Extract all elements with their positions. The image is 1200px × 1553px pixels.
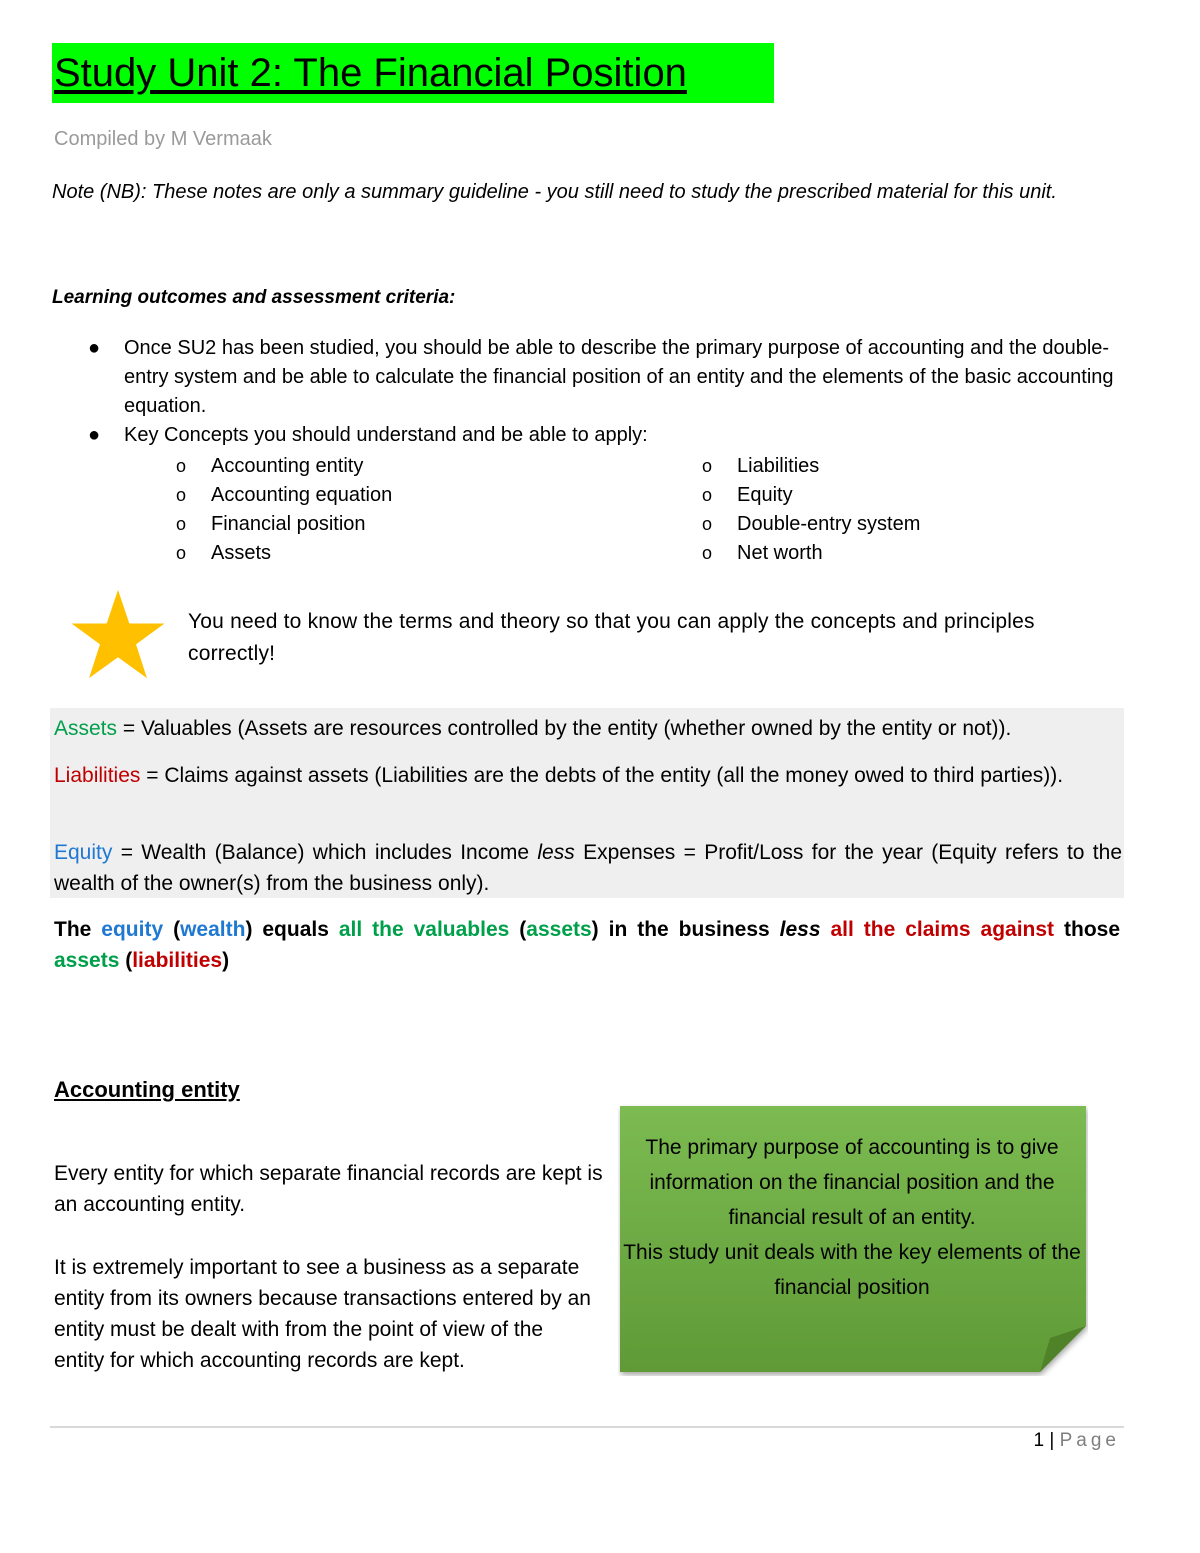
page-label: Page bbox=[1059, 1430, 1120, 1451]
page-footer bbox=[1034, 1430, 1120, 1452]
concept-label: Financial position bbox=[211, 513, 366, 535]
key-concepts-right bbox=[702, 452, 920, 568]
list-item bbox=[702, 539, 920, 568]
equity-text: = Wealth (Balance) which includes Income bbox=[112, 841, 538, 864]
bullet-icon: ● bbox=[88, 337, 101, 359]
summary-claims: all the claims against bbox=[830, 918, 1055, 941]
circle-bullet-icon: o bbox=[702, 456, 713, 476]
learning-outcomes-heading: Learning outcomes and assessment criteria: bbox=[52, 287, 456, 308]
circle-bullet-icon: o bbox=[702, 485, 713, 505]
bullet-text: Once SU2 has been studied, you should be able to describe the primary purpose of accounting and the double-entry system and be able to calculate the financial position of an entity and the elements of the basic accounting equation. bbox=[124, 337, 1114, 417]
summary-text: ( bbox=[509, 918, 527, 941]
key-concepts-left bbox=[176, 452, 392, 568]
circle-bullet-icon: o bbox=[176, 514, 187, 534]
note-text: Note (NB): These notes are only a summary guideline - you still need to study the prescribed material for this unit. bbox=[52, 181, 1057, 203]
liabilities-text: = Claims against assets (Liabilities are the debts of the entity (all the money owed to third parties)). bbox=[140, 764, 1064, 787]
list-item bbox=[176, 539, 392, 568]
list-item bbox=[702, 481, 920, 510]
concept-label: Liabilities bbox=[737, 455, 820, 477]
list-item bbox=[702, 510, 920, 539]
author-line: Compiled by M Vermaak bbox=[54, 128, 272, 150]
star-note-text: You need to know the terms and theory so that you can apply the concepts and principles correctly! bbox=[188, 610, 1035, 665]
circle-bullet-icon: o bbox=[702, 514, 713, 534]
summary-text: ( bbox=[119, 949, 133, 972]
summary-text: ) in the business bbox=[591, 918, 780, 941]
list-item bbox=[176, 510, 392, 539]
summary-liabilities: liabilities bbox=[132, 949, 223, 972]
assets-text: = Valuables (Assets are resources controlled by the entity (whether owned by the entity or not)). bbox=[117, 717, 1012, 740]
list-item bbox=[176, 481, 392, 510]
concept-label: Accounting equation bbox=[211, 484, 393, 506]
equity-term: Equity bbox=[54, 841, 113, 864]
circle-bullet-icon: o bbox=[176, 456, 187, 476]
footer-divider bbox=[50, 1426, 1124, 1428]
accounting-entity-heading: Accounting entity bbox=[54, 1077, 240, 1102]
liabilities-definition bbox=[54, 760, 1122, 791]
summary-assets: assets bbox=[54, 949, 120, 972]
footer-separator: | bbox=[1044, 1430, 1060, 1451]
circle-bullet-icon: o bbox=[176, 485, 187, 505]
summary-text: those bbox=[1054, 918, 1121, 941]
bullet-text: Key Concepts you should understand and be able to apply: bbox=[124, 424, 648, 446]
sticky-note-text bbox=[620, 1130, 1084, 1305]
concept-label: Assets bbox=[211, 542, 272, 564]
bullet-icon: ● bbox=[88, 424, 101, 446]
assets-definition bbox=[54, 713, 1122, 744]
circle-bullet-icon: o bbox=[176, 543, 187, 563]
list-item bbox=[88, 421, 1124, 450]
accounting-entity-paragraph: It is extremely important to see a business as a separate entity from its owners because transactions entered by an entity must be dealt with from the point of view of the entity for which accounting records are kept. bbox=[54, 1256, 591, 1372]
summary-text bbox=[821, 918, 831, 941]
circle-bullet-icon: o bbox=[702, 543, 713, 563]
summary-equity: equity bbox=[101, 918, 164, 941]
list-item bbox=[88, 334, 1124, 421]
assets-term: Assets bbox=[54, 717, 118, 740]
liabilities-term: Liabilities bbox=[54, 764, 141, 787]
summary-valuables: all the valuables bbox=[338, 918, 510, 941]
star-icon bbox=[70, 588, 166, 680]
summary-text: ) equals bbox=[245, 918, 339, 941]
sticky-note-line: The primary purpose of accounting is to give information on the financial position and the financial result of an entity. bbox=[645, 1136, 1059, 1229]
summary-assets: assets bbox=[526, 918, 592, 941]
summary-text: ) bbox=[222, 949, 230, 972]
equity-text-cont: Expenses = Profit/Loss for the year (Equity refers to the wealth of the owner(s) from the business only). bbox=[54, 841, 1123, 895]
sticky-note-line: This study unit deals with the key elements of the financial position bbox=[623, 1241, 1081, 1299]
summary-text: ( bbox=[163, 918, 181, 941]
list-item bbox=[176, 452, 392, 481]
concept-label: Net worth bbox=[737, 542, 823, 564]
equity-less: less bbox=[537, 841, 575, 864]
page-title: Study Unit 2: The Financial Position bbox=[52, 43, 774, 103]
accounting-entity-paragraph: Every entity for which separate financial records are kept is an accounting entity. bbox=[54, 1162, 603, 1216]
summary-wealth: wealth bbox=[180, 918, 246, 941]
concept-label: Equity bbox=[737, 484, 793, 506]
concept-label: Double-entry system bbox=[737, 513, 921, 535]
learning-outcomes-list bbox=[88, 334, 1124, 450]
summary-less: less bbox=[779, 918, 821, 941]
list-item bbox=[702, 452, 920, 481]
page-number: 1 bbox=[1033, 1430, 1045, 1451]
equation-summary bbox=[54, 914, 1120, 976]
equity-definition bbox=[54, 837, 1122, 899]
summary-text: The bbox=[54, 918, 102, 941]
concept-label: Accounting entity bbox=[211, 455, 364, 477]
